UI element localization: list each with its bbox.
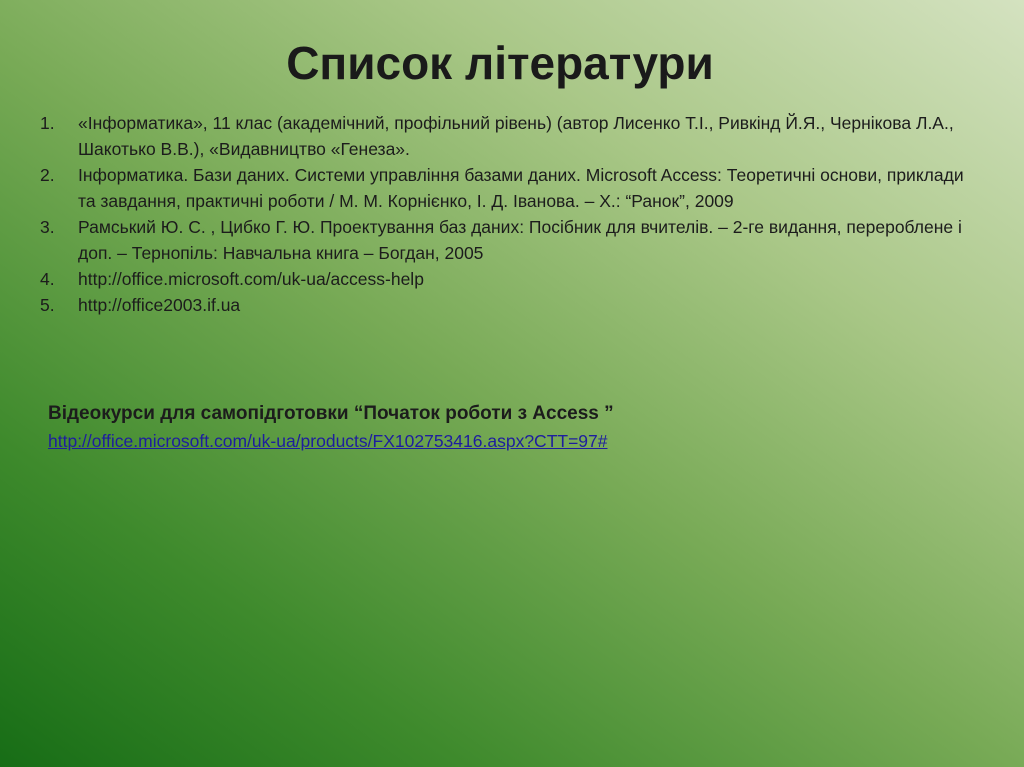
video-courses-title: Відеокурси для самопідготовки “Початок роботи з Access ” bbox=[48, 403, 614, 424]
list-item-text: http://office.microsoft.com/uk-ua/access-help bbox=[78, 269, 424, 289]
list-item-number: 4. bbox=[40, 269, 55, 289]
list-item bbox=[40, 110, 980, 162]
list-item bbox=[40, 214, 980, 266]
list-item-number: 3. bbox=[40, 217, 55, 237]
list-item-text: Рамський Ю. С. , Цибко Г. Ю. Проектування баз даних: Посібник для вчителів. – 2-ге видання, перероблене і доп. – Тернопіль: Навчальна книга – Богдан, 2005 bbox=[78, 217, 962, 263]
list-item-number: 2. bbox=[40, 165, 55, 185]
list-item-text: «Інформатика», 11 клас (академічний, профільний рівень) (автор Лисенко Т.І., Ривкінд Й.Я., Чернікова Л.А., Шакотько В.В.), «Видавництво «Генеза». bbox=[78, 113, 954, 159]
list-item-text: Інформатика. Бази даних. Системи управління базами даних. Microsoft Access: Теоретичні основи, приклади та завдання, практичні роботи / М. М. Корнієнко, І. Д. Іванова. – Х.: “Ранок”, 2009 bbox=[78, 165, 964, 211]
reference-list bbox=[40, 110, 980, 318]
list-item bbox=[40, 292, 980, 318]
video-courses-link[interactable]: http://office.microsoft.com/uk-ua/products/FX102753416.aspx?CTT=97# bbox=[48, 431, 608, 451]
video-courses-section bbox=[48, 400, 948, 454]
list-item bbox=[40, 266, 980, 292]
list-item-number: 5. bbox=[40, 295, 55, 315]
slide-title: Список літератури bbox=[286, 37, 714, 89]
list-item-number: 1. bbox=[40, 113, 55, 133]
list-item bbox=[40, 162, 980, 214]
list-item-text: http://office2003.if.ua bbox=[78, 295, 241, 315]
